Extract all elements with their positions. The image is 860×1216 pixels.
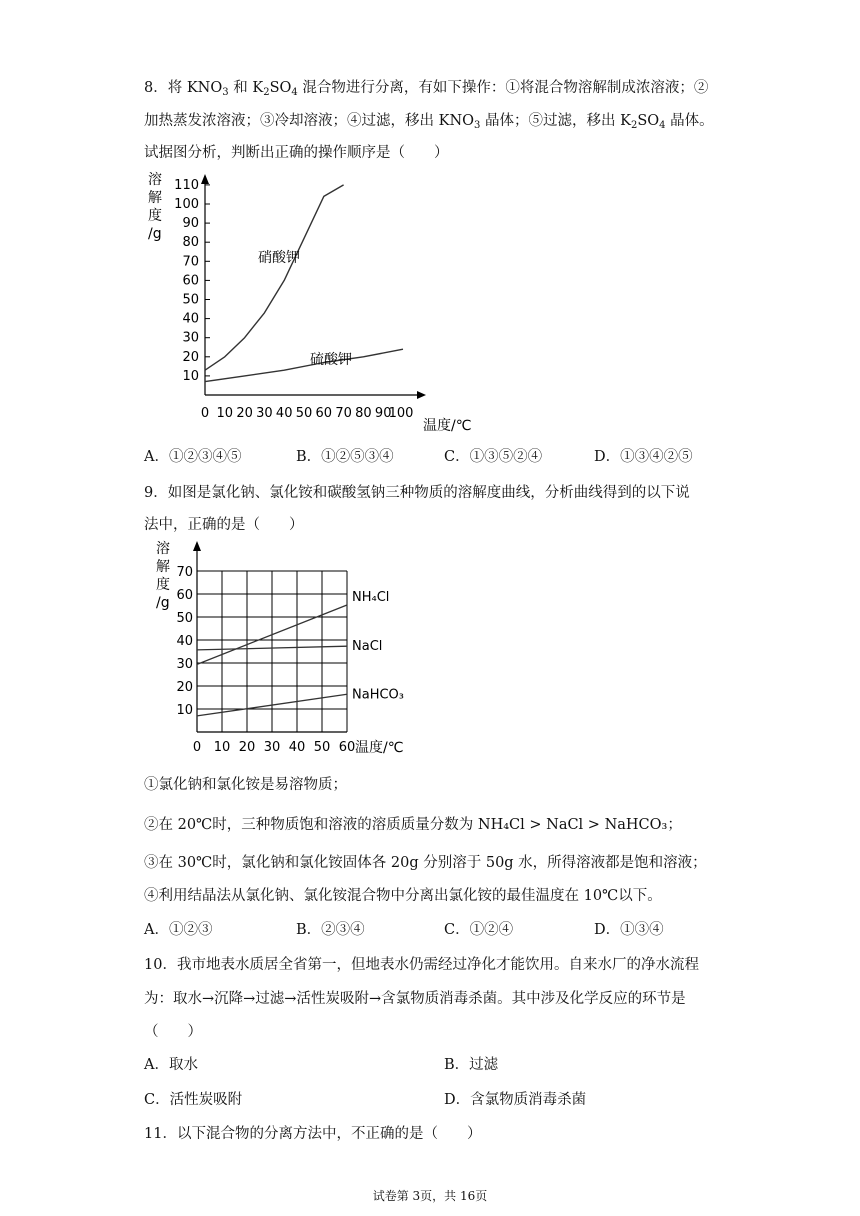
q9-stem-line-2: 法中，正确的是（ ）: [144, 517, 304, 533]
chart1-ylabel-1: 溶: [148, 172, 162, 188]
chart1-y-tick-label: 10: [182, 368, 199, 384]
chart1-y-tick-label: 80: [182, 235, 199, 251]
chart1-x-tick-label: 80: [355, 406, 372, 421]
chart1-y-arrow: [201, 174, 209, 184]
q10-option-d[interactable]: D．含氯物质消毒杀菌: [444, 1092, 587, 1108]
q10-option-b[interactable]: B．过滤: [444, 1057, 499, 1073]
chart2-y-tick-label: 30: [176, 657, 193, 672]
q8-stem-line-3: 试据图分析，判断出正确的操作顺序是（ ）: [144, 145, 449, 161]
q10-stem-line-1: 10．我市地表水质居全省第一，但地表水仍需经过净化才能饮用。自来水厂的净水流程: [144, 957, 699, 973]
chart1-y-tick-label: 50: [182, 292, 199, 308]
chart1-y-tick-label: 40: [182, 311, 199, 327]
chart1-y-tick-label: 60: [182, 273, 199, 289]
chart2-x-tick-label: 60: [338, 740, 356, 755]
chart1-x-arrow: [417, 391, 426, 399]
chart2-x-tick-label: 30: [263, 740, 281, 755]
chart2-ylabel-2: 解: [156, 559, 170, 575]
chart1-ylabel-2: 解: [148, 190, 162, 206]
chart2-y-tick-label: 70: [176, 565, 193, 580]
chart2-series-label-nahco3: NaHCO₃: [352, 687, 404, 703]
chart1-y-tick-label: 20: [182, 349, 199, 365]
q9-solubility-chart: [150, 535, 420, 761]
chart2-ylabel-1: 溶: [156, 541, 170, 557]
q10-stem-line-3: （ ）: [144, 1024, 202, 1040]
q8-stem-line-2: 加热蒸发浓溶液；③冷却溶液；④过滤，移出 $KNO_3$ 晶体；⑤过滤，移出 $K_2SO_4$ 晶体。: [144, 113, 714, 131]
q8-option-a[interactable]: A．①②③④⑤: [144, 449, 242, 465]
chart2-x-tick-label: 20: [238, 740, 256, 755]
q9-statement-3: ③在 30℃时，氯化钠和氯化铵固体各 20g 分别溶于 50g 水，所得溶液都是饱和溶液；: [144, 855, 707, 871]
page-footer: 试卷第 3页，共 16页: [372, 1189, 488, 1203]
chart1-x-tick-label: 20: [236, 406, 253, 421]
q9-option-c[interactable]: C．①②④: [444, 922, 514, 938]
chart1-x-tick-label: 60: [315, 406, 333, 421]
chart1-y-tick-label: 70: [182, 254, 199, 270]
chart1-ylabel-3: 度: [148, 208, 162, 224]
chart1-series-kno3: [205, 185, 344, 370]
chart1-series-k2so4: [205, 349, 403, 381]
q8-stem-line-1: 8．将 $KNO_3$ 和 $K_2SO_4$ 混合物进行分离，有如下操作：①将混合物溶解制成浓溶液；②: [144, 80, 709, 98]
chart1-series-label-kno3: 硝酸钾: [258, 250, 300, 266]
chart1-x-tick-label: 90: [374, 406, 392, 421]
q9-statement-1: ①氯化钠和氯化铵是易溶物质；: [144, 777, 347, 793]
chart2-x-tick-label: 50: [313, 740, 331, 755]
chart2-x-tick-label: 40: [288, 740, 306, 755]
chart2-series-label-nh4cl: NH₄Cl: [352, 590, 390, 606]
chart2-y-tick-label: 20: [176, 680, 193, 695]
chart2-ylabel-4: /g: [156, 595, 170, 611]
q11-stem-line-1: 11．以下混合物的分离方法中，不正确的是（ ）: [144, 1126, 482, 1142]
chart1-x-tick-label: 50: [295, 406, 313, 421]
chart2-y-tick-label: 60: [176, 588, 193, 603]
chart2-y-tick-label: 40: [176, 634, 193, 649]
chart1-ylabel-4: /g: [148, 226, 162, 242]
chart2-series-label-nacl: NaCl: [352, 639, 383, 655]
q9-stem-line-1: 9．如图是氯化钠、氯化铵和碳酸氢钠三种物质的溶解度曲线，分析曲线得到的以下说: [144, 485, 690, 501]
q10-option-a[interactable]: A．取水: [144, 1057, 198, 1073]
chart1-x-tick-label: 70: [335, 406, 352, 421]
q9-option-b[interactable]: B．②③④: [296, 922, 365, 938]
q10-stem-line-2: 为：取水→沉降→过滤→活性炭吸附→含氯物质消毒杀菌。其中涉及化学反应的环节是: [144, 991, 686, 1007]
chart2-y-tick-label: 50: [176, 611, 193, 626]
chart1-series-label-k2so4: 硫酸钾: [310, 352, 352, 368]
chart1-y-tick-label: 90: [182, 216, 199, 232]
chart1-x-tick-label: 100: [388, 406, 414, 421]
chart1-y-tick-label: 30: [182, 330, 199, 346]
chart1-y-tick-label: 110: [174, 177, 199, 193]
chart2-ylabel-3: 度: [156, 577, 170, 593]
chart1-x-tick-label: 0: [200, 406, 210, 421]
q8-option-d[interactable]: D．①③④②⑤: [594, 449, 693, 465]
chart2-x-tick-label: 10: [213, 740, 231, 755]
chart1-x-tick-label: 30: [256, 406, 273, 421]
q8-solubility-chart: [140, 166, 472, 438]
chart1-x-tick-label: 10: [216, 406, 234, 421]
chart2-y-arrow: [193, 541, 201, 551]
q9-statement-4: ④利用结晶法从氯化钠、氯化铵混合物中分离出氯化铵的最佳温度在 10℃以下。: [144, 888, 662, 904]
q8-option-b[interactable]: B．①②⑤③④: [296, 449, 394, 465]
q8-option-c[interactable]: C．①③⑤②④: [444, 449, 543, 465]
q9-option-a[interactable]: A．①②③: [144, 922, 213, 938]
q10-option-c[interactable]: C．活性炭吸附: [144, 1092, 243, 1108]
chart1-x-tick-label: 40: [275, 406, 293, 421]
chart1-xlabel: 温度/℃: [423, 418, 472, 434]
q9-statement-2: ②在 20℃时，三种物质饱和溶液的溶质质量分数为 NH₄Cl > NaCl > NaHCO₃；: [144, 817, 682, 833]
chart2-x-tick-label: 0: [192, 740, 202, 755]
chart2-y-tick-label: 10: [176, 703, 193, 718]
chart2-xlabel: 温度/℃: [355, 740, 404, 756]
chart1-y-tick-label: 100: [174, 197, 199, 212]
q9-option-d[interactable]: D．①③④: [594, 922, 664, 938]
